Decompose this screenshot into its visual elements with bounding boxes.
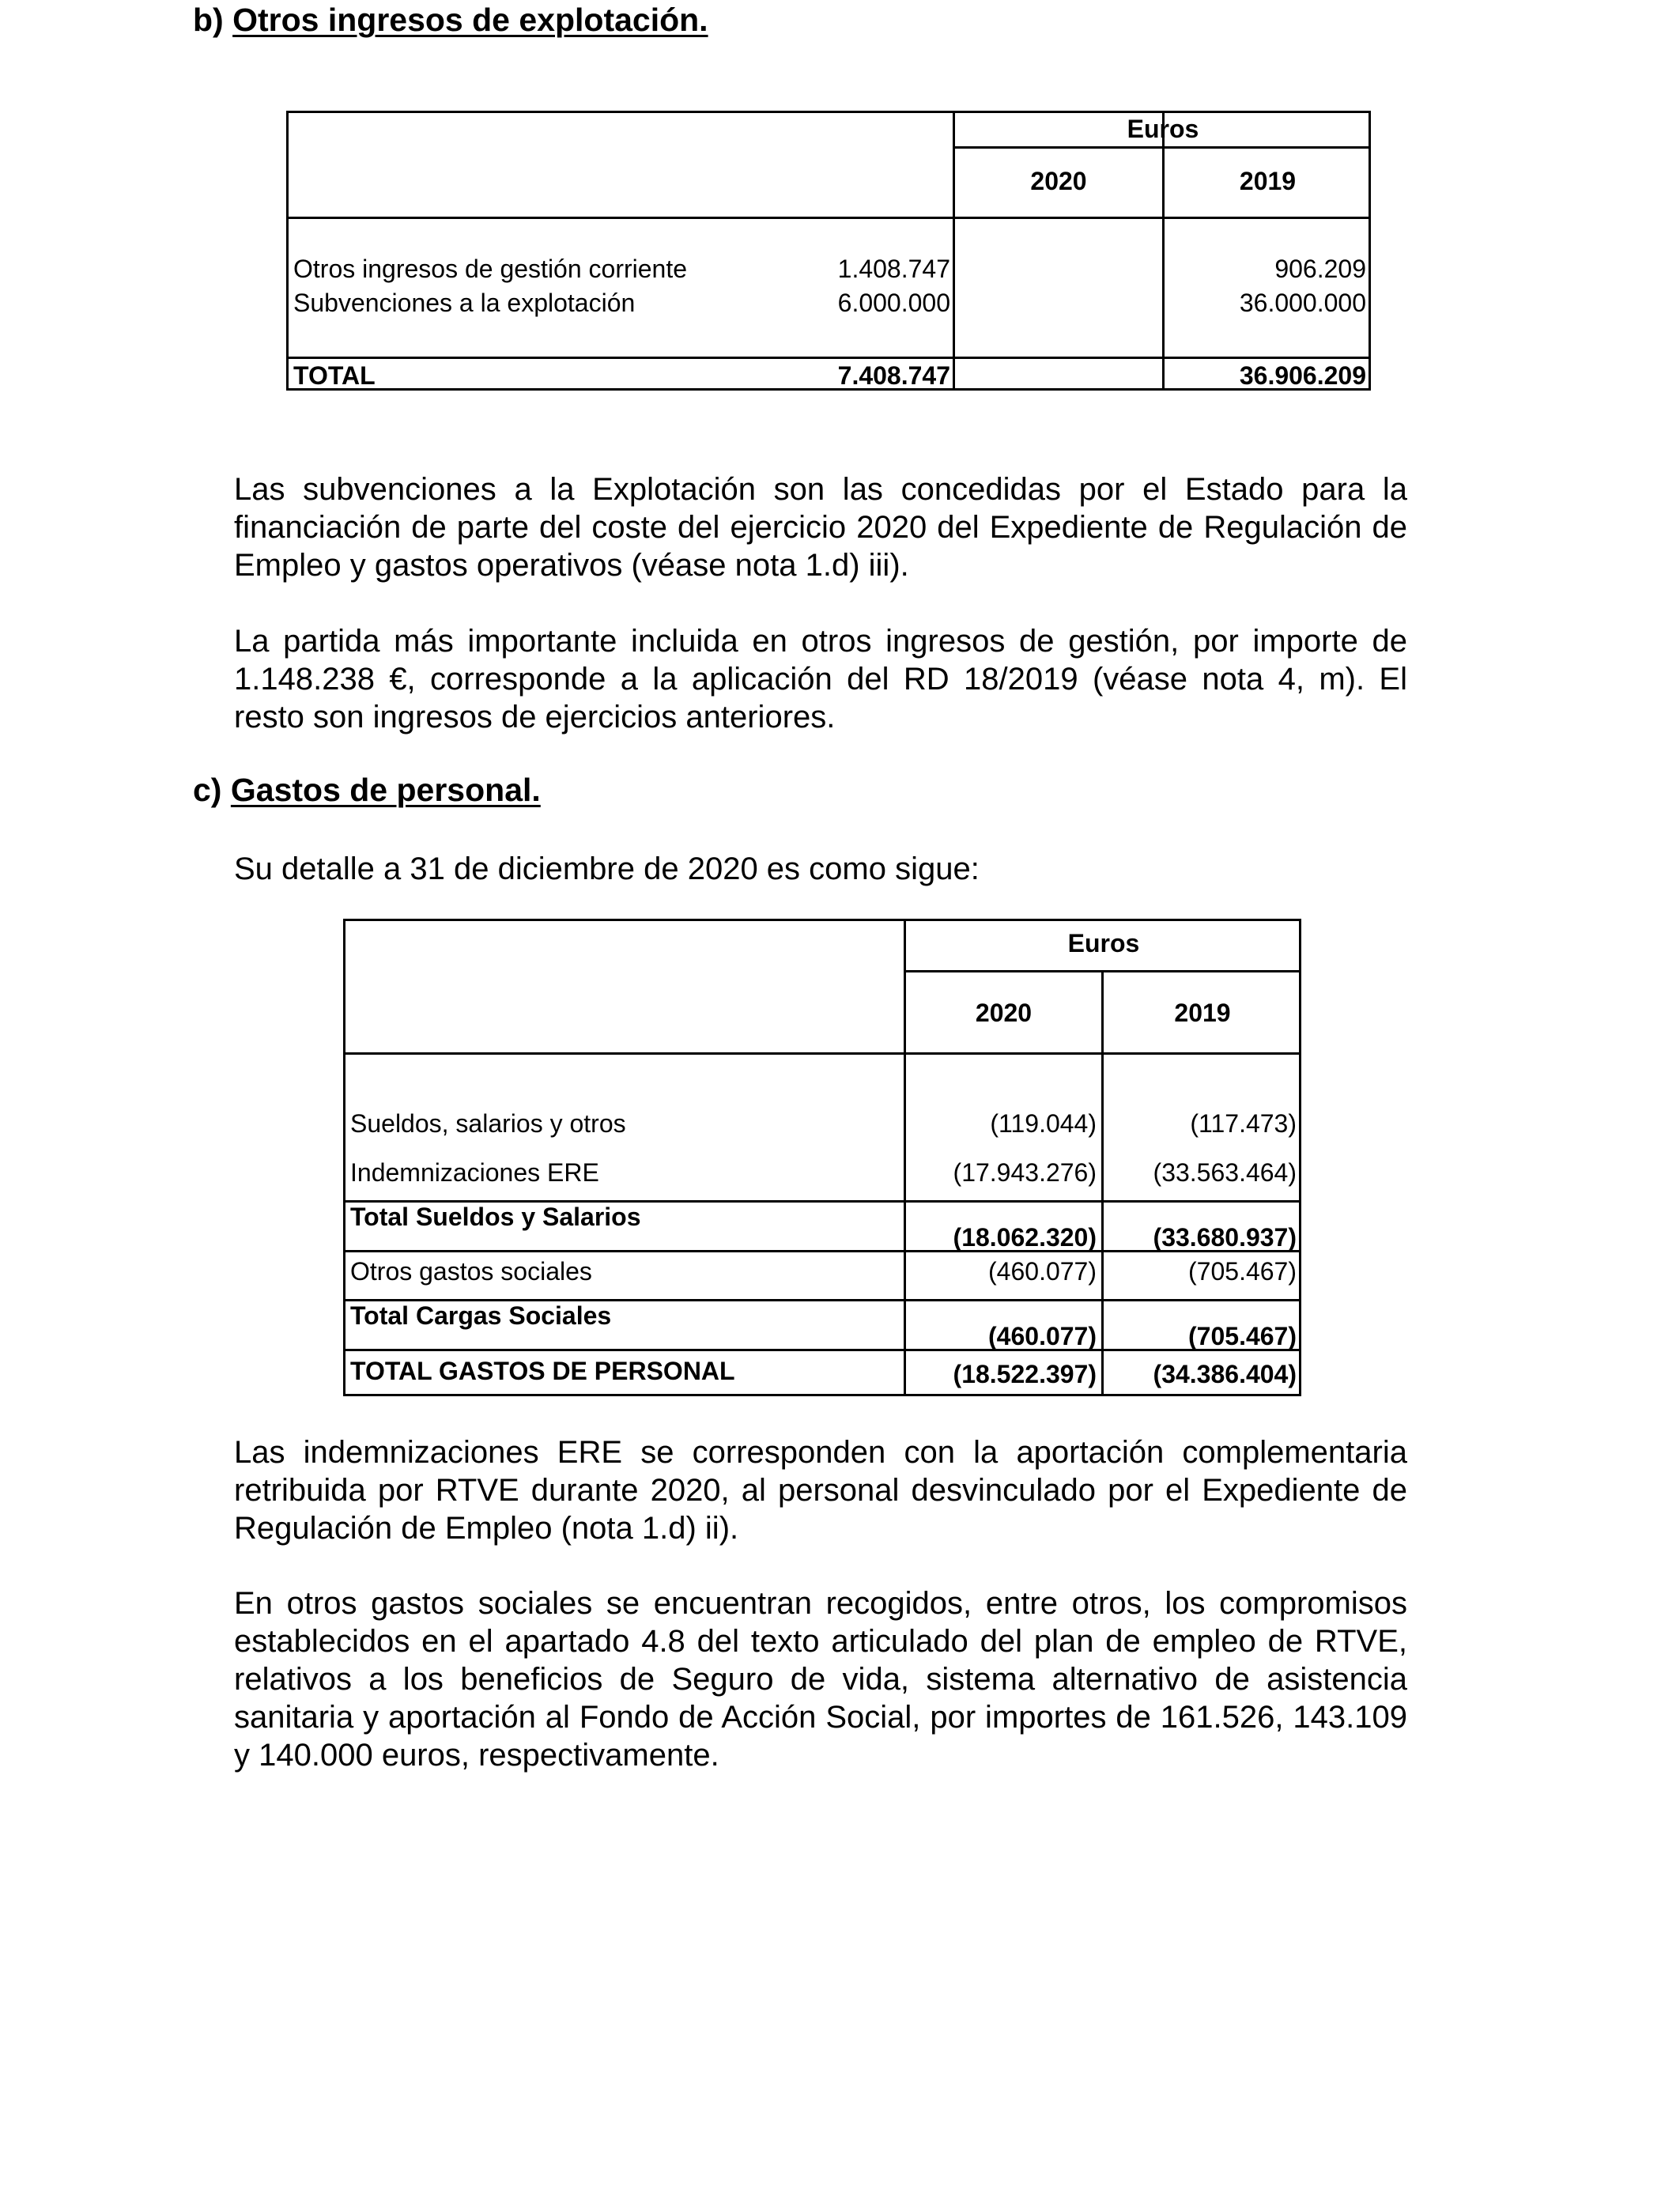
row-value-2019: (34.386.404) — [1153, 1360, 1297, 1388]
total-value-2020: 7.408.747 — [837, 361, 950, 390]
row-value-2019: 906.209 — [1274, 255, 1366, 283]
row-value-2019: (705.467) — [1188, 1257, 1297, 1286]
row-value-2019: (33.563.464) — [1153, 1158, 1297, 1187]
row-label: TOTAL GASTOS DE PERSONAL — [350, 1357, 735, 1385]
row-value-2020: (18.522.397) — [953, 1360, 1097, 1388]
year-2019-header: 2019 — [1239, 167, 1297, 195]
row-label: Indemnizaciones ERE — [350, 1158, 599, 1187]
euros-header: Euros — [1127, 115, 1199, 143]
year-2019-header: 2019 — [1174, 999, 1231, 1027]
row-value-2020: (119.044) — [990, 1109, 1097, 1138]
total-value-2019: 36.906.209 — [1239, 361, 1366, 390]
row-value-2020: 1.408.747 — [837, 255, 950, 283]
row-label: Subvenciones a la explotación — [293, 289, 636, 317]
section-c-title: Gastos de personal. — [230, 772, 541, 808]
row-label: Otros gastos sociales — [350, 1257, 592, 1286]
row-value-2019: (117.473) — [1190, 1109, 1297, 1138]
paragraph: Las indemnizaciones ERE se corresponden con la aportación complementaria retribuida por RTVE durante 2020, al personal desvinculado por el Expediente de Regulación de Empleo (nota 1.d) ii). — [234, 1435, 1407, 1546]
row-value-2019: (33.680.937) — [1153, 1223, 1297, 1252]
row-value-2020: (18.062.320) — [953, 1223, 1097, 1252]
intro-text: Su detalle a 31 de diciembre de 2020 es como sigue: — [234, 852, 980, 886]
section-b-prefix: b) — [193, 2, 224, 38]
section-b-heading — [193, 2, 708, 39]
section-b-title: Otros ingresos de explotación. — [232, 2, 708, 38]
row-value-2019: (705.467) — [1188, 1322, 1297, 1350]
row-value-2019: 36.000.000 — [1239, 289, 1366, 317]
paragraph: En otros gastos sociales se encuentran recogidos, entre otros, los compromisos establecidos en el apartado 4.8 del texto articulado del plan de empleo de RTVE, relativos a los beneficios de Seguro de vida, sistema alternativo de asistencia sanitaria y aportación al Fondo de Acción Social, por importes de 161.526, 143.109 y 140.000 euros, respectivamente. — [234, 1586, 1407, 1773]
paragraph: La partida más importante incluida en otros ingresos de gestión, por importe de 1.148.238 €, corresponde a la aplicación del RD 18/2019 (véase nota 4, m). El resto son ingresos de ejercicios anteriores. — [234, 624, 1407, 734]
section-c-heading — [193, 772, 541, 809]
row-value-2020: (17.943.276) — [953, 1158, 1097, 1187]
row-value-2020: 6.000.000 — [837, 289, 950, 317]
year-2020-header: 2020 — [1030, 167, 1087, 195]
paragraph: Las subvenciones a la Explotación son las concedidas por el Estado para la financiación de parte del coste del ejercicio 2020 del Expediente de Regulación de Empleo y gastos operativos (véase nota 1.d) iii). — [234, 472, 1407, 583]
year-2020-header: 2020 — [975, 999, 1033, 1027]
row-label: Total Cargas Sociales — [350, 1301, 612, 1330]
section-c-prefix: c) — [193, 772, 222, 808]
row-value-2020: (460.077) — [988, 1257, 1097, 1286]
euros-header: Euros — [1067, 929, 1140, 957]
gastos-personal-table — [343, 919, 1301, 1396]
row-value-2020: (460.077) — [988, 1322, 1097, 1350]
row-label: Total Sueldos y Salarios — [350, 1203, 641, 1231]
row-label: Sueldos, salarios y otros — [350, 1109, 626, 1138]
row-label: Otros ingresos de gestión corriente — [293, 255, 688, 283]
total-label: TOTAL — [293, 361, 376, 390]
ingresos-table — [286, 111, 1371, 391]
